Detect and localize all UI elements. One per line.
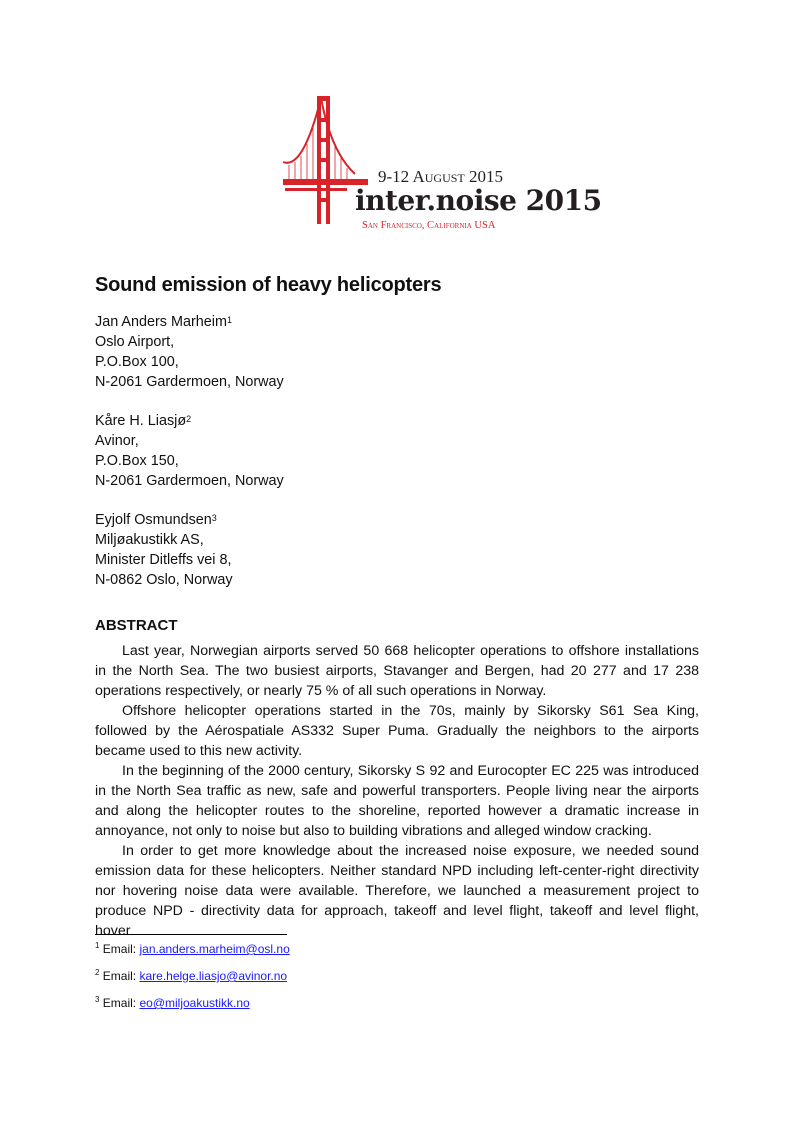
logo-location: San Francisco, California USA <box>362 220 496 231</box>
footnote: $^3$ Email: eo@miljoakustikk.no <box>95 995 250 1010</box>
footnote-separator <box>95 934 287 935</box>
footnote-marker: 1 <box>95 941 100 950</box>
email-link[interactable]: eo@miljoakustikk.no <box>139 996 250 1010</box>
author-address: N-2061 Gardermoen, Norway <box>95 473 284 489</box>
abstract-body <box>95 641 699 941</box>
author-name: Eyjolf Osmundsen$^3$ <box>95 512 217 528</box>
footnote-marker: 2 <box>95 968 100 977</box>
author-address: Minister Ditleffs vei 8, <box>95 552 232 568</box>
author-name: Jan Anders Marheim$^1$ <box>95 314 232 330</box>
footnote-marker: 1 <box>226 315 232 325</box>
footnote-marker: 3 <box>95 995 100 1004</box>
abstract-paragraph: Offshore helicopter operations started in the 70s, mainly by Sikorsky S61 Sea King, followed by the Aérospatiale AS332 Super Puma. Gradually the neighbors to the airports became used to this new activity. <box>95 703 699 759</box>
abstract-paragraph: In order to get more knowledge about the increased noise exposure, we needed sound emission data for these helicopters. Neither standard NPD including left-center-right directivity nor hovering noise data were available. Therefore, we launched a measurement project to produce NPD - directivity data for approach, takeoff and level flight, takeoff and level flight, hover <box>95 843 699 939</box>
email-link[interactable]: kare.helge.liasjo@avinor.no <box>139 969 288 983</box>
author-address: N-0862 Oslo, Norway <box>95 572 233 588</box>
author-address: N-2061 Gardermoen, Norway <box>95 374 284 390</box>
author-block <box>95 411 284 491</box>
email-link[interactable]: jan.anders.marheim@osl.no <box>139 942 290 956</box>
abstract-paragraph: In the beginning of the 2000 century, Sikorsky S 92 and Eurocopter EC 225 was introduced in the North Sea traffic as new, safe and powerful transporters. People living near the airports and along the helicopter routes to the shoreline, reported however a dramatic increase in annoyance, not only to noise but also to building vibrations and alleged window cracking. <box>95 763 699 839</box>
author-affiliation: Miljøakustikk AS, <box>95 532 204 548</box>
footnote-marker: 3 <box>211 513 217 523</box>
logo-dates: 9-12 August 2015 <box>378 167 504 186</box>
footnote: $^1$ Email: jan.anders.marheim@osl.no <box>95 941 290 956</box>
abstract-paragraph: Last year, Norwegian airports served 50 668 helicopter operations to offshore installations in the North Sea. The two busiest airports, Stavanger and Bergen, had 20 277 and 17 238 operations respectively, or nearly 75 % of all such operations in Norway. <box>95 643 699 699</box>
author-address: P.O.Box 150, <box>95 453 179 469</box>
paper-title: Sound emission of heavy helicopters <box>95 274 442 296</box>
author-affiliation: Avinor, <box>95 433 139 449</box>
logo-conference-name: inter.noise 2015 <box>355 184 602 217</box>
author-name: Kåre H. Liasjø$^2$ <box>95 413 192 429</box>
abstract-heading: ABSTRACT <box>95 617 178 634</box>
author-block <box>95 312 284 392</box>
author-block <box>95 510 233 590</box>
author-affiliation: Oslo Airport, <box>95 334 175 350</box>
footnote-marker: 2 <box>186 414 192 424</box>
footnote: $^2$ Email: kare.helge.liasjo@avinor.no <box>95 968 288 983</box>
author-address: P.O.Box 100, <box>95 354 179 370</box>
conference-logo <box>283 92 602 232</box>
